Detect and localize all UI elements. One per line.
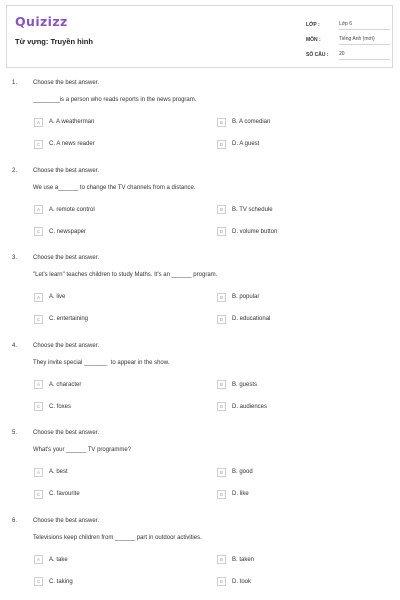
question-text: ________is a person who reads reports in the news program. xyxy=(33,97,197,103)
option-a[interactable] xyxy=(34,117,94,127)
option-text: B. popular xyxy=(232,294,260,300)
question-prompt: Choose the best answer. xyxy=(33,80,100,86)
question-text: "Let's learn" teaches children to study Maths. It's an ______ program. xyxy=(33,272,218,278)
option-text: B. taken xyxy=(232,556,255,563)
option-text: A. character xyxy=(49,381,82,388)
option-letter-box: C xyxy=(34,140,43,149)
question-6 xyxy=(12,518,388,600)
option-letter-box: B xyxy=(217,293,226,302)
option-letter-box: D xyxy=(217,315,226,324)
option-letter-box: B xyxy=(217,555,226,564)
question-1 xyxy=(12,80,388,168)
meta-value: Tiếng Anh (mới) xyxy=(339,36,390,45)
meta-label: LỚP : xyxy=(306,22,320,28)
question-number: 1. xyxy=(12,80,18,86)
option-text: A. take xyxy=(49,556,68,563)
option-letter-box: B xyxy=(217,205,226,214)
question-prompt: Choose the best answer. xyxy=(33,430,100,436)
question-prompt: Choose the best answer. xyxy=(33,342,100,349)
question-4 xyxy=(12,343,388,431)
option-letter-box: C xyxy=(34,577,43,586)
option-text: C. entertaining xyxy=(49,316,89,322)
option-d[interactable] xyxy=(217,227,277,237)
question-prompt: Choose the best answer. xyxy=(33,255,100,261)
option-b[interactable] xyxy=(217,380,257,390)
question-text: We use a______ to change the TV channels from a distance. xyxy=(33,184,196,191)
question-2 xyxy=(12,168,388,256)
option-d[interactable] xyxy=(217,577,251,587)
question-list xyxy=(12,80,388,600)
question-prompt: Choose the best answer. xyxy=(33,517,100,524)
option-text: D. volume button xyxy=(232,228,278,235)
option-text: D. educational xyxy=(232,316,271,322)
meta-row-count xyxy=(306,45,390,60)
option-letter-box: D xyxy=(217,227,226,236)
question-number: 2. xyxy=(12,167,18,174)
option-letter-box: B xyxy=(217,380,226,389)
question-text: What's your ______ TV programme? xyxy=(33,447,132,453)
option-b[interactable] xyxy=(217,117,270,127)
option-letter-box: A xyxy=(34,205,43,214)
option-c[interactable] xyxy=(34,577,73,587)
question-3 xyxy=(12,255,388,343)
option-letter-box: A xyxy=(34,555,43,564)
option-letter-box: C xyxy=(34,402,43,411)
option-text: D. took xyxy=(232,578,252,585)
option-c[interactable] xyxy=(34,489,80,499)
option-text: C. favourite xyxy=(49,491,80,497)
option-text: B. A comedian xyxy=(232,119,271,125)
option-text: C. newspaper xyxy=(49,228,87,235)
option-d[interactable] xyxy=(217,402,267,412)
option-c[interactable] xyxy=(34,314,88,324)
option-b[interactable] xyxy=(217,467,253,477)
meta-value: 20 xyxy=(339,51,390,60)
option-text: C. foxes xyxy=(49,403,72,410)
option-text: C. A news reader xyxy=(49,141,95,147)
option-c[interactable] xyxy=(34,227,86,237)
option-letter-box: B xyxy=(217,118,226,127)
question-text: Televisions keep children from ______ part in outdoor activities. xyxy=(33,534,202,541)
option-a[interactable] xyxy=(34,292,65,302)
option-letter-box: D xyxy=(217,490,226,499)
question-prompt: Choose the best answer. xyxy=(33,167,100,174)
worksheet-meta xyxy=(306,15,390,60)
option-letter-box: C xyxy=(34,227,43,236)
option-letter-box: A xyxy=(34,468,43,477)
option-d[interactable] xyxy=(217,139,259,149)
option-letter-box: D xyxy=(217,140,226,149)
option-text: B. guests xyxy=(232,381,258,388)
option-text: D. A guest xyxy=(232,141,260,147)
option-a[interactable] xyxy=(34,380,81,390)
option-b[interactable] xyxy=(217,205,273,215)
option-d[interactable] xyxy=(217,314,270,324)
option-c[interactable] xyxy=(34,402,71,412)
meta-row-class xyxy=(306,15,390,30)
option-letter-box: A xyxy=(34,118,43,127)
option-text: A. best xyxy=(49,469,68,475)
option-a[interactable] xyxy=(34,467,68,477)
question-text: They invite special _______ to appear in the show. xyxy=(33,359,170,366)
option-letter-box: A xyxy=(34,293,43,302)
option-text: D. like xyxy=(232,491,249,497)
option-text: D. audiences xyxy=(232,403,268,410)
option-text: A. live xyxy=(49,294,66,300)
option-text: B. good xyxy=(232,469,253,475)
question-number: 6. xyxy=(12,517,18,524)
question-number: 4. xyxy=(12,342,18,349)
option-text: A. remote control xyxy=(49,206,95,213)
option-b[interactable] xyxy=(217,555,254,565)
worksheet-header xyxy=(6,5,393,68)
meta-label: SỐ CÂU : xyxy=(306,52,329,58)
option-letter-box: A xyxy=(34,380,43,389)
option-text: B. TV schedule xyxy=(232,206,273,213)
option-b[interactable] xyxy=(217,292,259,302)
option-letter-box: C xyxy=(34,315,43,324)
option-letter-box: B xyxy=(217,468,226,477)
meta-row-subject xyxy=(306,30,390,45)
question-5 xyxy=(12,430,388,518)
option-letter-box: C xyxy=(34,490,43,499)
option-c[interactable] xyxy=(34,139,95,149)
option-letter-box: D xyxy=(217,402,226,411)
option-a[interactable] xyxy=(34,205,95,215)
option-text: C. taking xyxy=(49,578,73,585)
question-number: 5. xyxy=(12,430,18,436)
option-d[interactable] xyxy=(217,489,249,499)
option-letter-box: D xyxy=(217,577,226,586)
meta-label: MÔN : xyxy=(306,37,321,43)
quizizz-logo: Quizizz xyxy=(15,14,68,29)
option-a[interactable] xyxy=(34,555,68,565)
worksheet-title: Từ vựng: Truyền hình xyxy=(15,37,93,46)
option-text: A. A weatherman xyxy=(49,119,95,125)
meta-value: Lớp 6 xyxy=(339,21,390,30)
question-number: 3. xyxy=(12,255,18,261)
